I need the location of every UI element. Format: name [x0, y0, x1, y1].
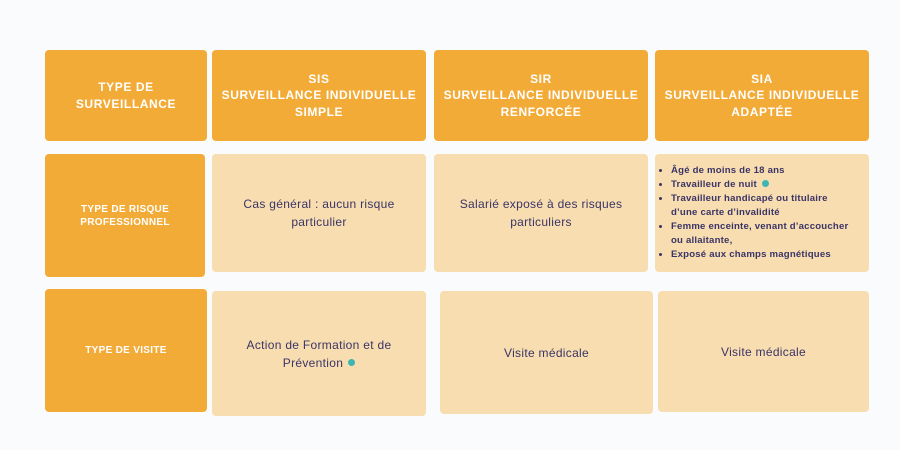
- risk-sir-text: Salarié exposé à des risques: [459, 197, 623, 211]
- header-sir-code: SIR: [530, 71, 552, 86]
- list-item: • Travailleur handicapé ou titulaire d’une carte d’invalidité: [671, 192, 848, 220]
- visit-sis-text: Prévention: [282, 355, 344, 370]
- dot-marker-icon: [348, 359, 355, 366]
- risk-row-label-line: PROFESSIONNEL: [80, 216, 170, 228]
- visit-row-label-text: TYPE DE VISITE: [85, 345, 167, 356]
- header-sir-title: SURVEILLANCE INDIVIDUELLE: [443, 88, 639, 103]
- risk-row-label: [45, 154, 205, 277]
- header-sis: [212, 50, 426, 141]
- header-sia-code: SIA: [751, 71, 773, 86]
- visit-sis-cell: [212, 291, 426, 416]
- header-sir: [434, 50, 648, 141]
- risk-sis-text: Cas général : aucun risque: [243, 197, 395, 211]
- risk-sis-cell: [212, 154, 426, 272]
- header-sis-code: SIS: [308, 71, 330, 86]
- risk-sia-cell: [655, 154, 869, 272]
- list-item: • Travailleur de nuit: [671, 178, 848, 192]
- header-sis-title: SURVEILLANCE INDIVIDUELLE: [221, 88, 417, 103]
- header-sis-title: SIMPLE: [294, 104, 344, 119]
- list-item: • Exposé aux champs magnétiques: [671, 248, 848, 262]
- dot-marker-icon: [762, 180, 769, 187]
- visit-sir-text: Visite médicale: [504, 345, 589, 360]
- visit-sir-cell: [440, 291, 653, 414]
- risk-sir-text: particuliers: [510, 215, 572, 229]
- list-item: • Femme enceinte, venant d’accoucher ou allaitante,: [671, 220, 848, 248]
- visit-sis-text: Action de Formation et de: [246, 337, 392, 352]
- list-item: • Âgé de moins de 18 ans: [671, 164, 848, 178]
- risk-sis-text: particulier: [291, 215, 347, 229]
- header-sia-title: ADAPTÉE: [731, 104, 793, 119]
- header-sia-title: SURVEILLANCE INDIVIDUELLE: [664, 88, 860, 103]
- visit-sia-cell: [658, 291, 869, 412]
- header-row-label: [45, 50, 207, 141]
- visit-row-label: [45, 289, 207, 412]
- risk-sir-cell: [434, 154, 648, 272]
- header-row-label-line: TYPE DE: [98, 80, 154, 94]
- header-sia: [655, 50, 869, 141]
- header-sir-title: RENFORCÉE: [500, 104, 582, 119]
- header-row-label-line: SURVEILLANCE: [75, 96, 177, 111]
- risk-sia-list: [655, 164, 852, 262]
- visit-sia-text: Visite médicale: [721, 344, 806, 359]
- risk-row-label-line: TYPE DE RISQUE: [80, 203, 170, 215]
